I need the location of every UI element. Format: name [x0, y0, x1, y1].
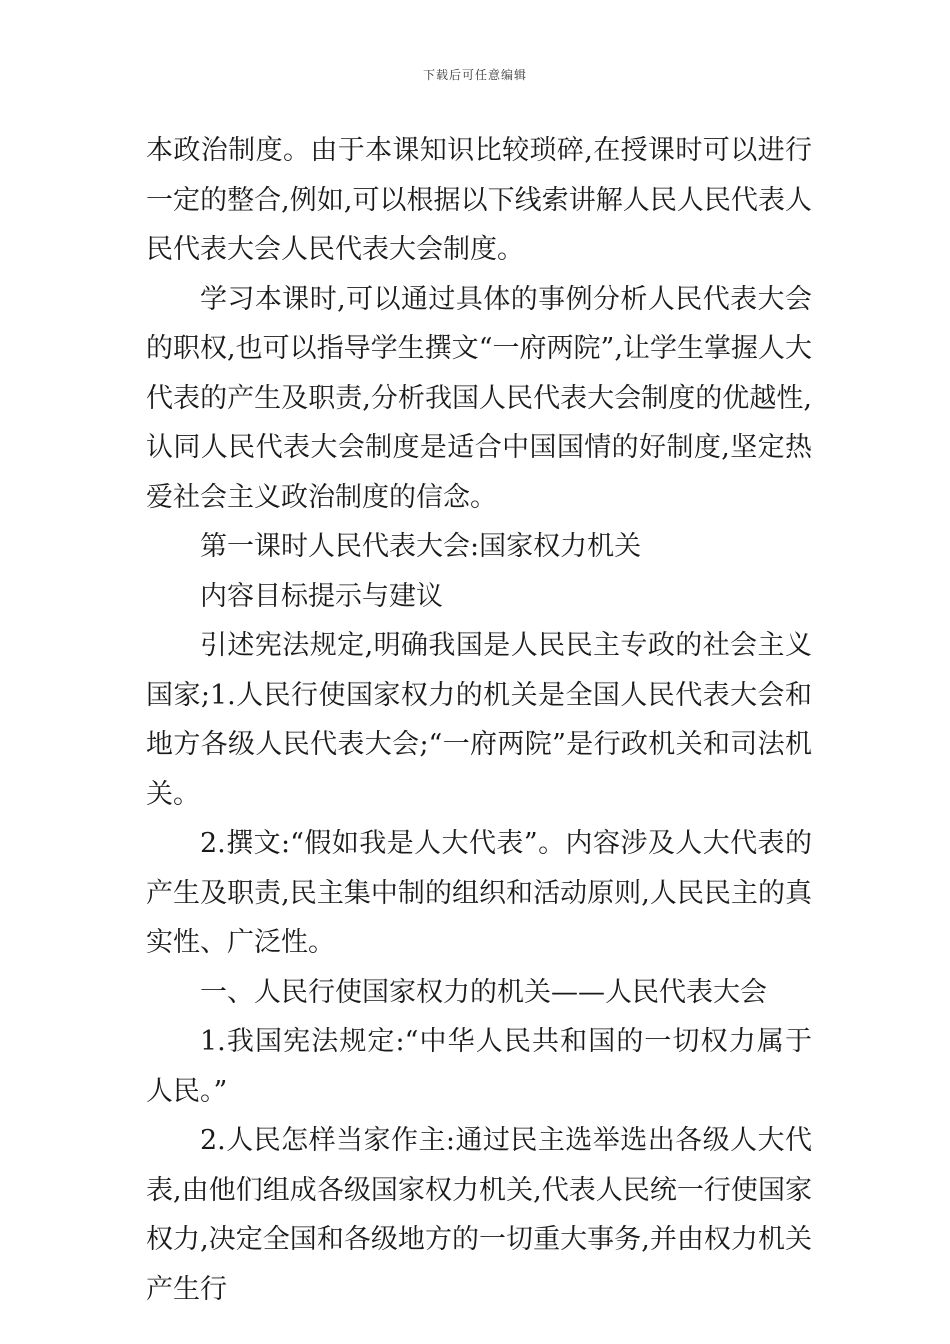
list-item-1: 1.我国宪法规定:“中华人民共和国的一切权力属于人民。” — [146, 1026, 812, 1107]
section-heading-one: 一、人民行使国家权力的机关——人民代表大会 — [200, 976, 767, 1008]
page-header: 下载后可任意编辑 — [422, 68, 527, 82]
list-item-2: 2.人民怎样当家作主:通过民主选举选出各级人大代表,由他们组成各级国家权力机关,代表人民统一行使国家权力,决定全国和各级地方的一切重大事务,并由权力机关产生行 — [146, 1125, 812, 1305]
paragraph-essay: 2.撰文:“假如我是人大代表”。内容涉及人大代表的产生及职责,民主集中制的组织和活动原则,人民民主的真实性、广泛性。 — [146, 828, 812, 958]
paragraph-continuation: 本政治制度。由于本课知识比较琐碎,在授课时可以进行一定的整合,例如,可以根据以下线索讲解人民人民代表人民代表大会人民代表大会制度。 — [146, 135, 812, 265]
paragraph-constitution: 引述宪法规定,明确我国是人民民主专政的社会主义国家;1.人民行使国家权力的机关是全国人民代表大会和地方各级人民代表大会;“一府两院”是行政机关和司法机关。 — [146, 630, 812, 810]
section-heading-goals: 内容目标提示与建议 — [200, 580, 443, 612]
document-body — [146, 126, 812, 1314]
paragraph-study-guide: 学习本课时,可以通过具体的事例分析人民代表大会的职权,也可以指导学生撰文“一府两院”,让学生掌握人大代表的产生及职责,分析我国人民代表大会制度的优越性,认同人民代表大会制度是适合中国国情的好制度,坚定热爱社会主义政治制度的信念。 — [146, 283, 812, 513]
lesson-title: 第一课时人民代表大会:国家权力机关 — [200, 531, 642, 562]
